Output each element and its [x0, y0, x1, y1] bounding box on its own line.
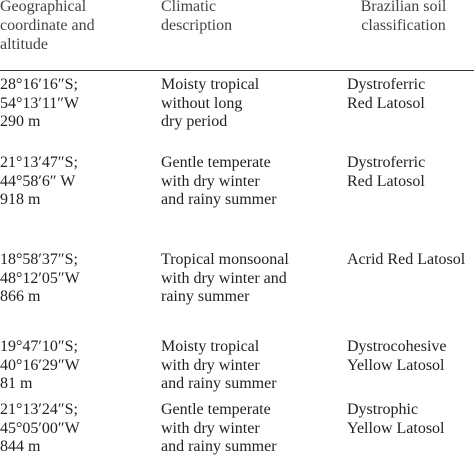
- row-2-soil: [347, 154, 425, 191]
- climate-line: with dry winter: [161, 172, 260, 190]
- climate-line: dry period: [161, 113, 228, 130]
- soil-line: Dystrocohesive: [347, 338, 447, 355]
- row-2-climate: [161, 154, 277, 210]
- row-2-coordinate: [0, 154, 78, 210]
- climate-line: rainy summer: [161, 288, 250, 305]
- climate-line: with dry winter: [161, 419, 260, 437]
- header-soil-line: classification: [361, 17, 446, 34]
- header-coordinate-line: Geographical: [0, 0, 87, 15]
- coordinate-line: 21°13′47″S;: [0, 154, 78, 171]
- climate-line: without long: [161, 94, 243, 112]
- coordinate-line: 45°05′00″W: [0, 419, 80, 437]
- row-3-soil: [347, 251, 465, 270]
- row-1-climate: [161, 76, 259, 132]
- climate-line: Tropical monsoonal: [161, 251, 289, 268]
- soil-line: Acrid Red Latosol: [347, 251, 466, 268]
- soil-line: Red Latosol: [347, 172, 425, 190]
- climate-line: and rainy summer: [161, 438, 277, 455]
- header-coordinate-line: altitude: [0, 36, 48, 53]
- header-climate-line: description: [161, 17, 233, 34]
- row-5-coordinate: [0, 401, 80, 457]
- coordinate-line: 866 m: [0, 288, 41, 305]
- header-soil-line: Brazilian soil: [360, 0, 447, 15]
- row-5-soil: [347, 401, 445, 438]
- table-header: [0, 0, 474, 68]
- coordinate-line: 81 m: [0, 375, 33, 392]
- coordinate-line: 28°16′16″S;: [0, 76, 78, 93]
- coordinate-line: 844 m: [0, 438, 41, 455]
- row-4-coordinate: [0, 338, 80, 394]
- header-climate-line: Climatic: [161, 0, 217, 15]
- row-1-coordinate: [0, 76, 79, 132]
- climate-line: and rainy summer: [161, 191, 277, 208]
- coordinate-line: 19°47′10″S;: [0, 338, 78, 355]
- coordinate-line: 54°13′11″W: [0, 94, 80, 112]
- climate-line: with dry winter and: [161, 269, 287, 287]
- row-5-climate: [161, 401, 277, 457]
- soil-line: Dystroferric: [347, 76, 426, 93]
- row-3-coordinate: [0, 251, 80, 307]
- coordinate-line: 44°58′6″ W: [0, 172, 76, 190]
- header-coordinate-line: coordinate and: [0, 17, 95, 34]
- climate-line: and rainy summer: [161, 375, 277, 392]
- soil-line: Red Latosol: [347, 94, 425, 112]
- climate-line: with dry winter: [161, 356, 260, 374]
- row-4-climate: [161, 338, 277, 394]
- climate-line: Gentle temperate: [161, 401, 271, 418]
- soil-line: Yellow Latosol: [347, 419, 445, 437]
- coordinate-line: 21°13′24″S;: [0, 401, 78, 418]
- row-3-climate: [161, 251, 289, 307]
- header-climate: [161, 0, 232, 35]
- header-soil: [340, 0, 467, 35]
- coordinate-line: 918 m: [0, 191, 41, 208]
- coordinate-line: 18°58′37″S;: [0, 251, 78, 268]
- climate-line: Moisty tropical: [161, 338, 260, 355]
- header-divider: [0, 70, 474, 71]
- soil-line: Dystrophic: [347, 401, 419, 418]
- coordinate-line: 48°12′05″W: [0, 269, 80, 287]
- coordinate-line: 290 m: [0, 113, 41, 130]
- climate-line: Moisty tropical: [161, 76, 260, 93]
- header-coordinate: [0, 0, 95, 54]
- soil-line: Yellow Latosol: [347, 356, 445, 374]
- coordinate-line: 40°16′29″W: [0, 356, 80, 374]
- climate-line: Gentle temperate: [161, 154, 271, 171]
- soil-line: Dystroferric: [347, 154, 426, 171]
- row-1-soil: [347, 76, 425, 113]
- row-4-soil: [347, 338, 447, 375]
